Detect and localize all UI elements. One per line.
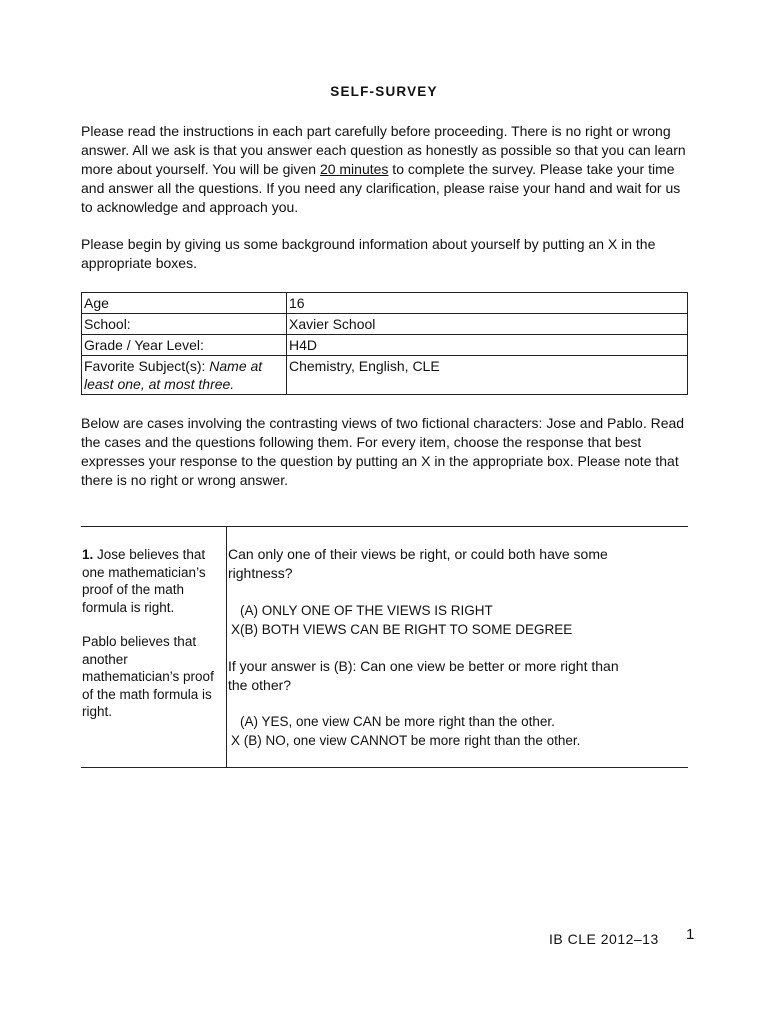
option-a-only-one[interactable]: (A) ONLY ONE OF THE VIEWS IS RIGHT (240, 603, 493, 618)
question-a-line-2: rightness? (228, 565, 293, 581)
page-number: 1 (686, 926, 695, 943)
question1-case (82, 546, 224, 738)
question-number: 1. (82, 547, 94, 562)
jose-text: Jose believes that one mathematician’s proof of the math formula is right. (82, 547, 206, 615)
option-a-yes[interactable]: (A) YES, one view CAN be more right than the other. (240, 714, 555, 729)
grade-label: Grade / Year Level: (82, 335, 287, 356)
time-limit: 20 minutes (319, 161, 389, 177)
background-instruction: Please begin by giving us some background information about yourself by putting an X in the appropriate boxes. (81, 236, 656, 271)
question-b-line-2: the other? (228, 677, 292, 693)
subject-label: Favorite Subject(s): (84, 358, 206, 374)
table-row (82, 335, 688, 356)
table-row (82, 293, 688, 314)
intro-text-1: Please read the instructions in each part carefully before proceeding. There is no right or wrong answer. All we ask is that you answer each question as honestly as possible so that you can learn more about yourself. You will be given (81, 123, 686, 177)
question-column-divider (226, 526, 227, 767)
table-row (82, 356, 688, 395)
cases-instruction: Below are cases involving the contrasting views of two fictional characters: Jose and Pablo. Read the cases and the questions following them. For every item, choose the response that best expresses your response to the question by putting an X in the appropriate box. Please note that there is no right or wrong answer. (81, 415, 685, 488)
footer-label: IB CLE 2012–13 (549, 931, 659, 947)
survey-title: SELF-SURVEY (330, 84, 438, 99)
option-b-both-views[interactable]: X(B) BOTH VIEWS CAN BE RIGHT TO SOME DEGREE (231, 622, 573, 637)
subject-value[interactable]: Chemistry, English, CLE (287, 356, 688, 395)
subject-hint: Name at least one, at most three. (84, 358, 263, 392)
background-table (81, 292, 688, 395)
school-label: School: (82, 314, 287, 335)
jose-view (82, 546, 224, 616)
school-value[interactable]: Xavier School (287, 314, 688, 335)
question-top-rule (81, 526, 688, 527)
question-bottom-rule (81, 767, 688, 768)
question-a-line-1: Can only one of their views be right, or could both have some (228, 546, 608, 562)
option-b-no[interactable]: X (B) NO, one view CANNOT be more right than the other. (231, 733, 581, 748)
question-b-line-1: If your answer is (B): Can one view be better or more right than (228, 658, 619, 674)
subject-label-cell (82, 356, 287, 395)
grade-value[interactable]: H4D (287, 335, 688, 356)
pablo-view: Pablo believes that another mathematician’s proof of the math formula is right. (82, 634, 214, 719)
table-row (82, 314, 688, 335)
intro-text-2: to complete the survey. Please take your time and answer all the questions. If you need any clarification, please raise your hand and wait for us to acknowledge and approach you. (81, 161, 681, 215)
age-value[interactable]: 16 (287, 293, 688, 314)
age-label: Age (82, 293, 287, 314)
intro-paragraph (81, 122, 691, 217)
